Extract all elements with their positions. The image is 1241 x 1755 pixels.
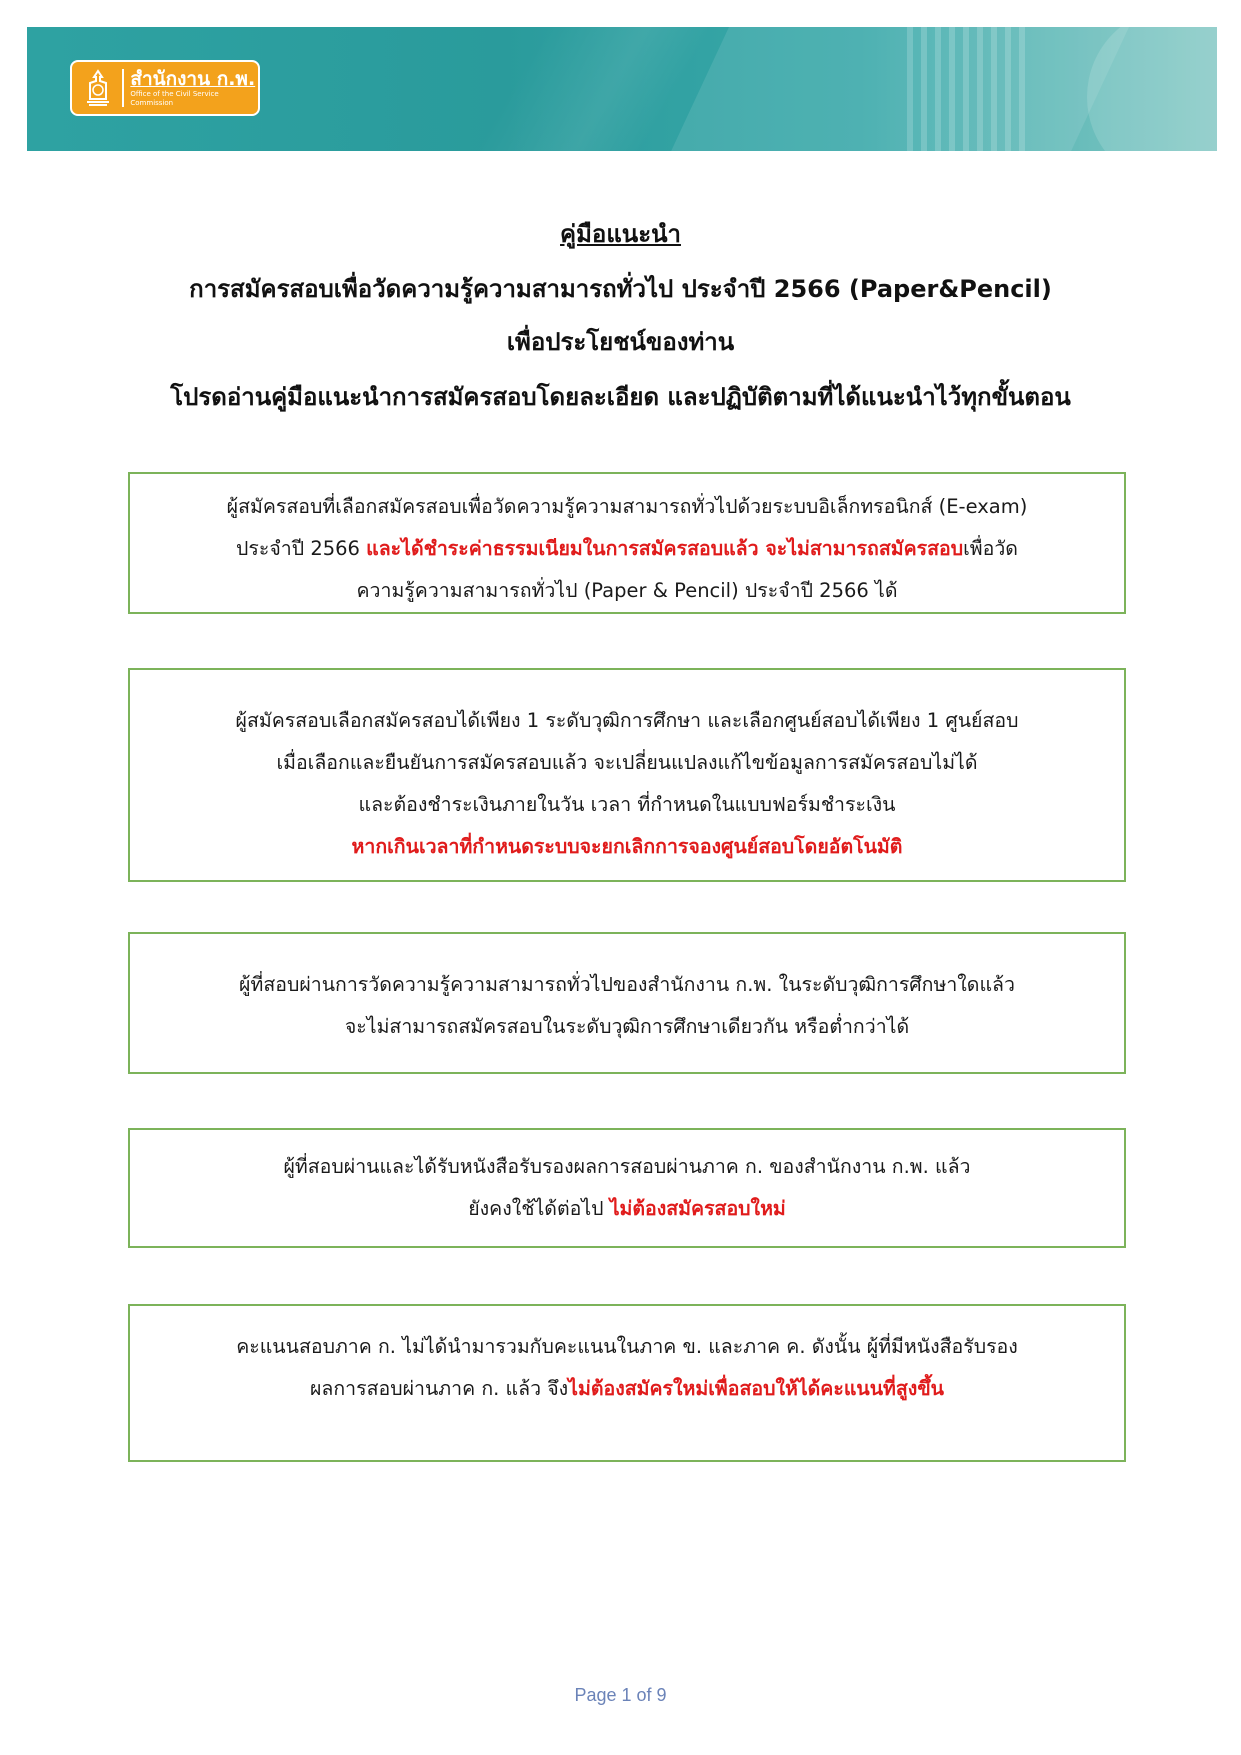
notice-text xyxy=(130,528,1124,570)
seal-icon xyxy=(80,69,124,107)
notice-text: ผู้สมัครสอบที่เลือกสมัครสอบเพื่อวัดความรู้ความสามารถทั่วไปด้วยระบบอิเล็กทรอนิกส์ (E-exam) xyxy=(226,495,1028,518)
banner-decoration xyxy=(1087,27,1217,151)
notice-text xyxy=(130,1188,1124,1230)
notice-text: ความรู้ความสามารถทั่วไป (Paper & Pencil) ประจำปี 2566 ได้ xyxy=(356,579,898,602)
logo-subtitle: Office of the Civil Service Commission xyxy=(130,90,219,107)
notice-text: จะไม่สามารถสมัครสอบในระดับวุฒิการศึกษาเดียวกัน หรือต่ำกว่าได้ xyxy=(344,1015,910,1038)
notice-highlight: และได้ชำระค่าธรรมเนียมในการสมัครสอบแล้ว จะไม่สามารถสมัครสอบ xyxy=(366,537,964,560)
notice-text: เมื่อเลือกและยืนยันการสมัครสอบแล้ว จะเปลี่ยนแปลงแก้ไขข้อมูลการสมัครสอบไม่ได้ xyxy=(276,751,978,774)
document-title: คู่มือแนะนำ xyxy=(560,220,681,248)
notice-box-score xyxy=(128,1304,1126,1462)
notice-text-segment: เพื่อวัด xyxy=(963,537,1018,560)
notice-text: คะแนนสอบภาค ก. ไม่ได้นำมารวมกับคะแนนในภาค ข. และภาค ค. ดังนั้น ผู้ที่มีหนังสือรับรอง xyxy=(236,1335,1018,1358)
notice-text-segment: ยังคงใช้ได้ต่อไป xyxy=(468,1197,610,1220)
notice-box-passed xyxy=(128,932,1126,1074)
document-instruction: โปรดอ่านคู่มือแนะนำการสมัครสอบโดยละเอียด และปฏิบัติตามที่ได้แนะนำไว้ทุกขั้นตอน xyxy=(170,383,1071,411)
notice-text xyxy=(130,1368,1124,1410)
notice-box-selection xyxy=(128,668,1126,882)
banner-decoration xyxy=(447,27,707,151)
notice-highlight: ไม่ต้องสมัครใหม่เพื่อสอบให้ได้คะแนนที่สูงขึ้น xyxy=(568,1377,944,1400)
logo-title: สำนักงาน ก.พ. xyxy=(130,68,256,90)
header-banner xyxy=(27,27,1217,151)
notice-text: ผู้ที่สอบผ่านและได้รับหนังสือรับรองผลการสอบผ่านภาค ก. ของสำนักงาน ก.พ. แล้ว xyxy=(283,1155,971,1178)
notice-text-segment: ประจำปี 2566 xyxy=(236,537,367,560)
notice-text: และต้องชำระเงินภายในวัน เวลา ที่กำหนดในแบบฟอร์มชำระเงิน xyxy=(358,793,896,816)
notice-box-certificate xyxy=(128,1128,1126,1248)
notice-highlight: หากเกินเวลาที่กำหนดระบบจะยกเลิกการจองศูนย์สอบโดยอัตโนมัติ xyxy=(351,835,903,858)
notice-text: ผู้สมัครสอบเลือกสมัครสอบได้เพียง 1 ระดับวุฒิการศึกษา และเลือกศูนย์สอบได้เพียง 1 ศูนย์สอบ xyxy=(235,709,1019,732)
page-number: Page 1 of 9 xyxy=(574,1685,667,1705)
notice-highlight: ไม่ต้องสมัครสอบใหม่ xyxy=(609,1197,786,1220)
document-subtitle: การสมัครสอบเพื่อวัดความรู้ความสามารถทั่วไป ประจำปี 2566 (Paper&Pencil) xyxy=(189,275,1052,303)
notice-text: ผู้ที่สอบผ่านการวัดความรู้ความสามารถทั่วไปของสำนักงาน ก.พ. ในระดับวุฒิการศึกษาใดแล้ว xyxy=(239,973,1015,996)
ocsc-logo xyxy=(70,60,260,116)
notice-box-eexam xyxy=(128,472,1126,614)
notice-text-segment: ผลการสอบผ่านภาค ก. แล้ว จึง xyxy=(310,1377,569,1400)
document-subtitle-benefit: เพื่อประโยชน์ของท่าน xyxy=(506,328,735,356)
banner-decoration xyxy=(907,27,1027,151)
